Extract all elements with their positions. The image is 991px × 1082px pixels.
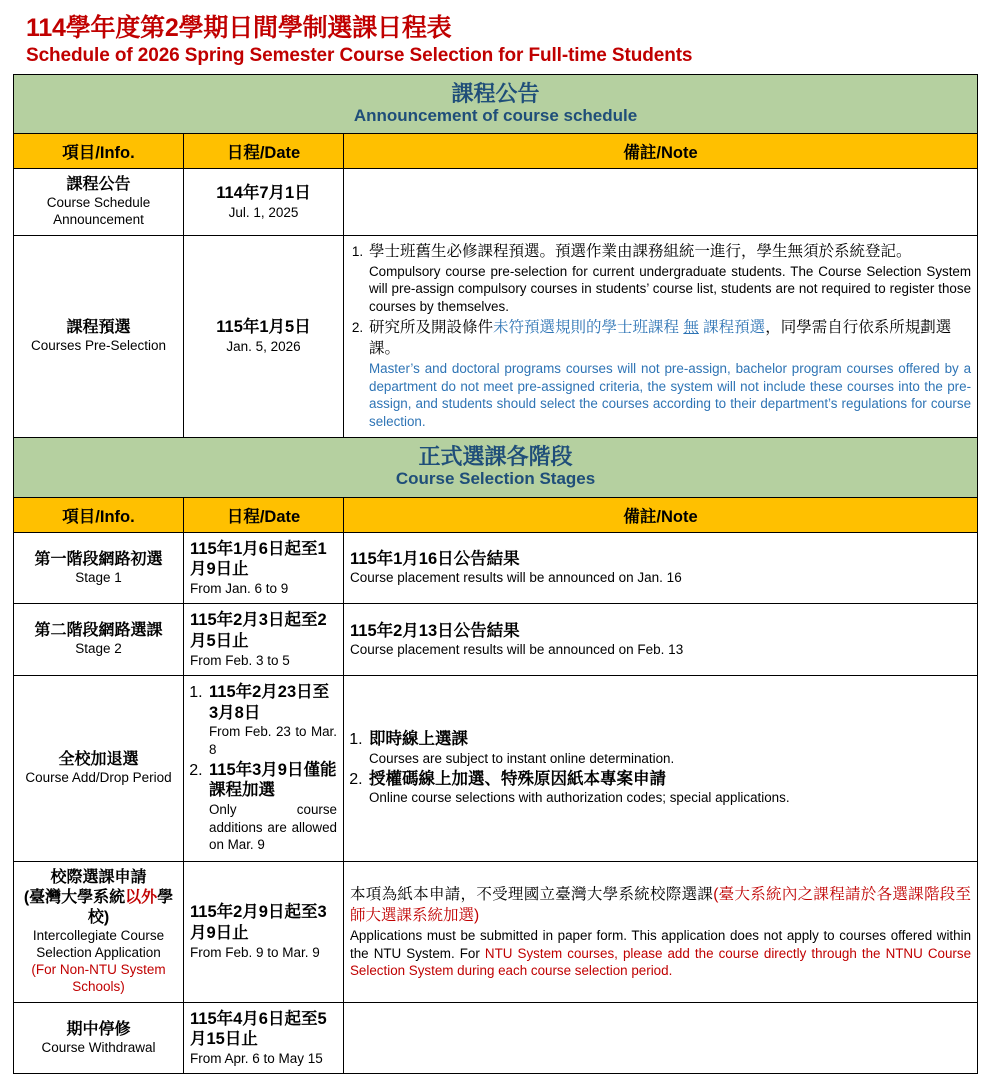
- row-info-zh-line2: [18, 888, 179, 928]
- row-date-en: Jul. 1, 2025: [228, 204, 299, 220]
- row-info-zh: 全校加退選: [58, 751, 139, 769]
- date-item-zh: 115年2月23日至3月8日: [209, 683, 330, 722]
- section2-header-row: [14, 497, 978, 532]
- row-info-zh-part-a: (臺灣大學系統: [23, 889, 126, 907]
- row-info-zh-part-b: 以外: [125, 889, 158, 907]
- table-row: [14, 676, 978, 862]
- section2-col-date: 日程/Date: [184, 497, 344, 532]
- section1-band: [14, 74, 978, 134]
- table-row: [14, 862, 978, 1003]
- date-item: [207, 682, 337, 759]
- note-en-part-b: NTU System courses, please add the course directly through the NTNU Course Selection System during each course selection period.: [350, 945, 972, 979]
- note-item-zh: 授權碼線上加選、特殊原因紙本專案申請: [369, 769, 666, 788]
- note-item-en: Courses are subject to instant online determination.: [369, 750, 675, 766]
- row-info-add-drop: [14, 676, 184, 862]
- section2-col-info: 項目/Info.: [14, 497, 184, 532]
- note-item-zh: 學士班舊生必修課程預選。預選作業由課務組統一進行，學生無須於系統登記。: [369, 242, 912, 260]
- row-note-en: Course placement results will be announced on Jan. 16: [350, 570, 682, 586]
- note-item: [367, 769, 971, 807]
- row-note-stage2: [344, 604, 978, 676]
- row-note-add-drop: [344, 676, 978, 862]
- row-info-course-announcement: [14, 169, 184, 236]
- row-date-en: From Feb. 3 to 5: [190, 652, 290, 668]
- section1-band-en: Announcement of course schedule: [353, 105, 638, 125]
- row-note-zh: 115年1月16日公告結果: [350, 549, 520, 568]
- row-note-zh: 115年2月13日公告結果: [350, 621, 520, 640]
- section1-header-row: [14, 134, 978, 169]
- row-date-zh: 115年4月6日起至5月15日止: [190, 1009, 327, 1049]
- row-info-intercollegiate: [14, 862, 184, 1003]
- section1-col-info: 項目/Info.: [14, 134, 184, 169]
- note-zh-part-e: ，同學需自行依系所規劃選課。: [369, 318, 952, 358]
- section2-band-en: Course Selection Stages: [395, 469, 596, 489]
- schedule-table: [13, 74, 978, 1075]
- note-zh-part-a: 本項為紙本申請，不受理國立臺灣大學系統校際選課: [350, 885, 714, 903]
- date-item-zh: 115年3月9日僅能課程加選: [209, 760, 337, 800]
- note-item-en: Compulsory course pre-selection for current undergraduate students. The Course Selection System will pre-assign compulsory courses in students’ course list, students are not required to register those courses by themselves.: [369, 263, 972, 315]
- row-info-zh: 第一階段網路初選: [34, 550, 163, 568]
- note-item: [367, 317, 971, 431]
- row-info-zh: 課程預選: [66, 318, 131, 336]
- row-note-withdrawal: [344, 1002, 978, 1074]
- row-date-zh: 115年1月5日: [216, 318, 311, 337]
- section1-col-date: 日程/Date: [184, 134, 344, 169]
- table-row: [14, 169, 978, 236]
- note-zh-part-b: (臺大系統內之課程請於各選課階段至師大選課系統加選): [350, 885, 972, 925]
- row-info-zh: 期中停修: [66, 1020, 131, 1038]
- section2-band-zh: 正式選課各階段: [418, 443, 573, 469]
- row-note-course-announcement: [344, 169, 978, 236]
- row-note-stage1: [344, 532, 978, 604]
- note-item-en: Online course selections with authorization codes; special applications.: [369, 790, 790, 806]
- row-info-pre-selection: [14, 235, 184, 437]
- row-info-zh: 第二階段網路選課: [34, 622, 163, 640]
- row-date-zh: 114年7月1日: [216, 184, 311, 203]
- row-date-pre-selection: [184, 235, 344, 437]
- date-item: [207, 760, 337, 854]
- row-note-zh: [350, 884, 971, 927]
- table-row: [14, 235, 978, 437]
- note-item-zh: [369, 319, 951, 358]
- note-item: [367, 729, 971, 767]
- row-info-zh-part-c: 學校): [87, 889, 174, 927]
- row-date-stage2: [184, 604, 344, 676]
- row-info-en: Course Withdrawal: [41, 1039, 156, 1055]
- row-info-zh-line1: 校際選課申請: [50, 869, 147, 887]
- note-item-en: [369, 360, 971, 431]
- row-note-en: [350, 927, 971, 980]
- row-date-intercollegiate: [184, 862, 344, 1003]
- row-note-en: Course placement results will be announced on Feb. 13: [350, 642, 684, 658]
- row-date-en: From Feb. 9 to Mar. 9: [190, 944, 320, 960]
- row-info-en: Course Add/Drop Period: [25, 770, 172, 786]
- page-title-en: Schedule of 2026 Spring Semester Course Selection for Full-time Students: [26, 44, 693, 66]
- section2-band: [14, 437, 978, 497]
- row-note-pre-selection: [344, 235, 978, 437]
- date-item-en: Only course additions are allowed on Mar. 9: [209, 802, 337, 853]
- row-date-stage1: [184, 532, 344, 604]
- section1-band-zh: 課程公告: [451, 80, 540, 106]
- note-item-zh: 即時線上選課: [369, 730, 468, 749]
- note-zh-part-d: 課程預選: [703, 318, 766, 336]
- row-info-en: Course Schedule Announcement: [46, 195, 151, 228]
- section2-col-note: 備註/Note: [344, 497, 978, 532]
- row-date-zh: 115年1月6日起至1月9日止: [190, 539, 327, 579]
- row-info-zh: 課程公告: [66, 176, 131, 194]
- table-row: [14, 1002, 978, 1074]
- row-date-zh: 115年2月9日起至3月9日止: [190, 903, 327, 943]
- table-row: [14, 604, 978, 676]
- note-item: [367, 241, 971, 316]
- row-info-stage2: [14, 604, 184, 676]
- row-info-en: Stage 2: [75, 641, 122, 657]
- row-date-course-announcement: [184, 169, 344, 236]
- row-info-en-line1: Intercollegiate Course Selection Application: [32, 928, 165, 960]
- table-row: [14, 532, 978, 604]
- note-zh-part-b: 未符預選規則的學士班課程: [493, 318, 680, 336]
- note-zh-part-c: 無: [683, 318, 699, 336]
- row-date-withdrawal: [184, 1002, 344, 1074]
- section2-band-row: [14, 437, 978, 497]
- note-en-part-b: , and students should select the courses according to their department’s regulations for course selection.: [369, 396, 972, 430]
- row-note-intercollegiate: [344, 862, 978, 1003]
- note-zh-part-a: 研究所及開設條件: [369, 318, 494, 336]
- note-en-part-a: Master’s and doctoral programs courses will not pre-assign, bachelor program courses offered by a department do not meet pre-assigned criteria, the system will not include these courses into the pre-assign: [369, 361, 972, 412]
- date-item-en: From Feb. 23 to Mar. 8: [209, 724, 337, 758]
- row-date-en: From Apr. 6 to May 15: [190, 1050, 323, 1066]
- row-info-withdrawal: [14, 1002, 184, 1074]
- row-date-en: Jan. 5, 2026: [226, 338, 301, 354]
- row-info-stage1: [14, 532, 184, 604]
- section1-band-row: [14, 74, 978, 134]
- row-info-en: Stage 1: [75, 569, 122, 585]
- row-date-add-drop: [184, 676, 344, 862]
- section1-col-note: 備註/Note: [344, 134, 978, 169]
- note-en-part-a: Applications must be submitted in paper form. This application does not apply to courses offered within the NTU System. For: [350, 927, 972, 961]
- row-date-zh: 115年2月3日起至2月5日止: [190, 611, 327, 650]
- row-date-en: From Jan. 6 to 9: [190, 580, 289, 596]
- row-info-en: Courses Pre-Selection: [30, 337, 167, 353]
- page-title-zh: 114學年度第2學期日間學制選課日程表: [26, 14, 452, 42]
- row-info-en-line2: (For Non-NTU System Schools): [31, 961, 166, 994]
